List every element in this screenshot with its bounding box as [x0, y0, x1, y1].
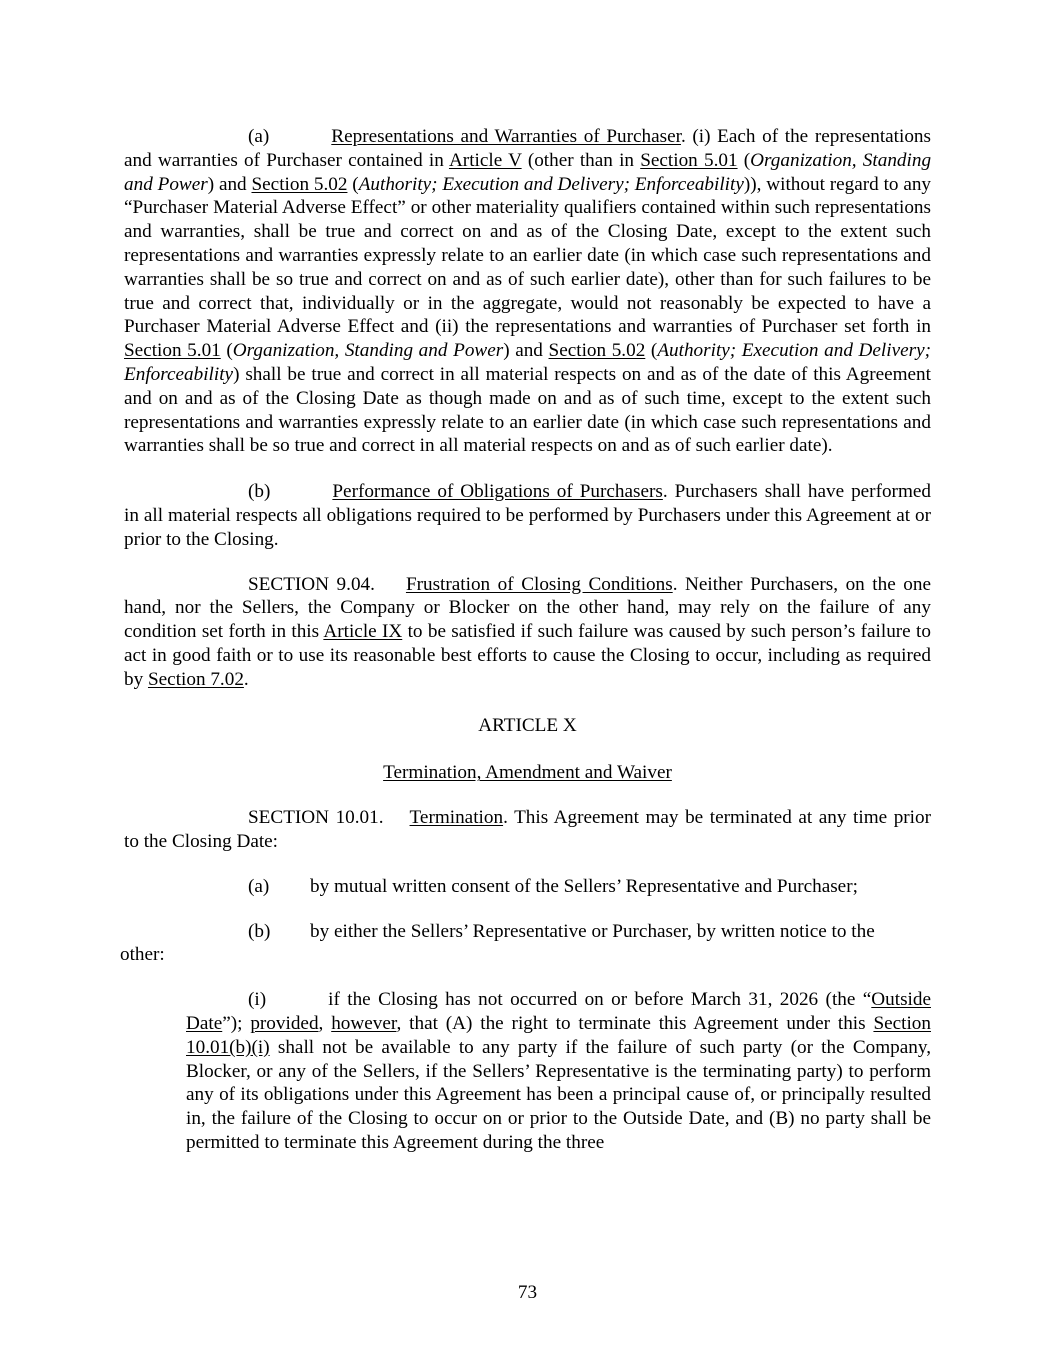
paragraph-a-label: (a)	[248, 126, 270, 147]
provided-term: provided	[250, 1012, 319, 1034]
paragraph-b-label: (b)	[248, 481, 271, 503]
list-item-i-segment: shall not be available to any party if the failure of such party (or the Company, Blocker, or any of the Sellers, if the Sellers’ Representative is the terminating party) to perform any of its obligations under this Agreement has been a principal cause of, or principally resulted in, the failure of the Closing to occur on or prior to the Outside Date, and (B) no party shall be permitted to terminate this Agreement during the three	[186, 1036, 931, 1153]
list-item-b	[124, 920, 931, 944]
section-10-01-number: SECTION 10.01.	[248, 807, 384, 829]
paragraph-a-text: . (i) Each of the representations and warranties of Purchaser contained in	[124, 126, 931, 171]
list-item-b-text: by either the Sellers’ Representative or Purchaser, by written notice to the	[310, 920, 875, 942]
document-page	[120, 125, 932, 1155]
section-10-01-text: . This Agreement may be terminated at any time prior to the Closing Date:	[124, 807, 931, 852]
section-9-04-text: .	[243, 668, 249, 690]
section-5-01-reference: Section 5.01	[640, 149, 738, 171]
list-item-a-label: (a)	[248, 875, 270, 897]
section-9-04-number: SECTION 9.04.	[248, 573, 375, 595]
list-item-b-continuation: other:	[120, 944, 165, 966]
paragraph-a-text: (	[220, 340, 233, 362]
paragraph-a-text: (	[347, 173, 359, 195]
however-term: however	[331, 1012, 397, 1034]
section-9-04-text: . Neither Purchasers, on the one hand, nor the Sellers, the Company or Blocker on the other hand, may rely on the failure of any condition set forth in this	[124, 573, 931, 643]
article-v-reference: Article V	[448, 149, 522, 171]
italic-caption: Authority; Execution and Delivery; Enforceability	[124, 340, 931, 385]
italic-caption: Organization, Standing and Power	[124, 149, 932, 195]
section-7-02-reference: Section 7.02	[147, 668, 244, 690]
paragraph-b-heading: Performance of Obligations of Purchasers	[332, 481, 663, 503]
paragraph-a-text: (	[737, 149, 751, 171]
section-5-02-reference: Section 5.02	[548, 340, 646, 362]
paragraph-a-text: (other than in	[521, 149, 641, 171]
page-number: 73	[517, 1282, 538, 1303]
section-5-02-reference: Section 5.02	[251, 173, 348, 195]
list-item-i-segment: if the Closing has not occurred on or before March 31, 2026 (the “	[328, 989, 872, 1011]
paragraph-a-text: ) and	[503, 340, 549, 362]
list-item-i-segment: ”);	[222, 1012, 251, 1034]
italic-caption: Organization, Standing and Power	[232, 340, 504, 362]
article-ix-reference: Article IX	[323, 621, 403, 643]
paragraph-b	[124, 480, 931, 551]
paragraph-a	[124, 125, 931, 458]
section-10-01-heading: Termination	[409, 807, 504, 829]
section-10-01	[124, 806, 931, 854]
paragraph-a-text: ) and	[207, 173, 252, 195]
list-item-i-text	[186, 988, 931, 1155]
outside-date-defined-term: Outside Date	[186, 989, 931, 1034]
list-item-i-segment: , that (A) the right to terminate this Agreement under this	[396, 1012, 874, 1034]
italic-caption: Authority; Execution and Delivery; Enforceability	[358, 173, 744, 195]
section-10-01-b-i-reference: Section 10.01(b)(i)	[186, 1012, 931, 1058]
article-title: ARTICLE X	[478, 714, 577, 736]
list-item-i-label: (i)	[248, 989, 267, 1011]
list-item-i-segment: ,	[318, 1012, 332, 1034]
paragraph-a-text: )), without regard to any “Purchaser Material Adverse Effect” or other materiality qualifiers contained within such representations and warranties, shall be true and correct on and as of the Closing Date, except to the extent such representations and warranties expressly relate to an earlier date (in which case such representations and warranties shall be so true and correct on and as of such earlier date), other than for such failures to be true and correct that, individually or in the aggregate, would not reasonably be expected to have a Purchaser Material Adverse Effect and (ii) the representations and warranties of Purchaser set forth in	[124, 173, 932, 338]
section-9-04-heading: Frustration of Closing Conditions	[405, 573, 673, 595]
list-item-i	[186, 988, 931, 1155]
list-item-a-text: by mutual written consent of the Sellers’ Representative and Purchaser;	[310, 875, 858, 897]
paragraph-a-text: (	[645, 340, 658, 362]
section-9-04	[124, 573, 931, 692]
list-item-b-label: (b)	[248, 920, 271, 942]
article-subtitle	[124, 761, 931, 785]
section-9-04-text: to be satisfied if such failure was caused by such person’s failure to act in good faith or to use its reasonable best efforts to cause the Closing to occur, including as required by	[124, 621, 931, 690]
list-item-a	[124, 875, 931, 899]
section-5-01-reference: Section 5.01	[124, 340, 221, 362]
paragraph-a-heading: Representations and Warranties of Purchaser	[331, 126, 681, 147]
paragraph-b-text: . Purchasers shall have performed in all material respects all obligations required to be performed by Purchasers under this Agreement at or prior to the Closing.	[124, 481, 931, 550]
article-subtitle-text: Termination, Amendment and Waiver	[383, 762, 672, 784]
paragraph-a-text: ) shall be true and correct in all material respects on and as of the date of this Agreement and on and as of the Closing Date as though made on and as of such time, except to the extent such representations and warranties expressly relate to an earlier date (in which case such representations and warranties shall be so true and correct in all material respects on and as of such earlier date).	[124, 363, 931, 457]
